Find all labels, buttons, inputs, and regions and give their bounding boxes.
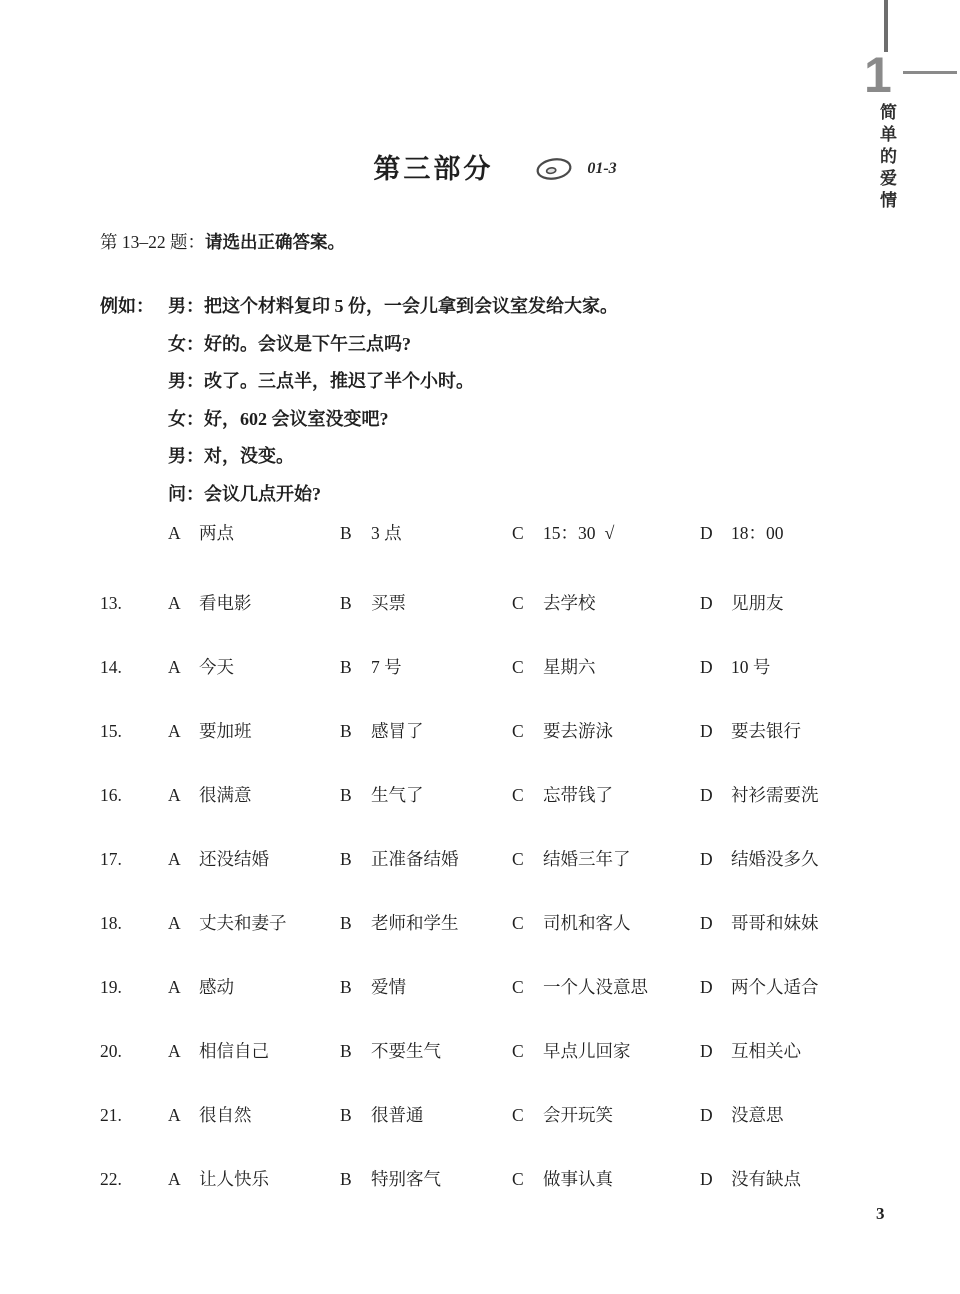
option-text: 感冒了	[371, 721, 424, 741]
correct-checkmark	[819, 977, 828, 997]
option-text: 很满意	[199, 785, 252, 805]
answer-option	[700, 521, 832, 545]
option-text: 买票	[371, 593, 406, 613]
answer-option	[512, 1103, 700, 1127]
correct-checkmark	[424, 1105, 433, 1125]
option-letter: D	[700, 785, 713, 805]
dialogue-line	[100, 326, 832, 364]
example-label: 例如：	[100, 296, 154, 316]
option-letter: D	[700, 1169, 713, 1189]
option-letter: C	[512, 977, 524, 997]
question-number: 20.	[100, 1041, 122, 1061]
correct-checkmark	[269, 1169, 278, 1189]
answer-option	[512, 1167, 700, 1191]
option-text: 要加班	[199, 721, 252, 741]
answer-option	[340, 521, 512, 545]
dialogue-line	[100, 438, 832, 476]
option-text: 10 号	[731, 657, 771, 677]
option-letter: A	[168, 1105, 181, 1125]
answer-option	[168, 847, 340, 871]
option-letter: A	[168, 849, 181, 869]
option-letter: B	[340, 657, 352, 677]
option-letter: B	[340, 721, 352, 741]
correct-checkmark	[234, 657, 243, 677]
option-letter: D	[700, 1041, 713, 1061]
option-text: 特别客气	[371, 1169, 441, 1189]
option-text: 今天	[199, 657, 234, 677]
correct-checkmark	[402, 657, 411, 677]
answer-option	[700, 847, 832, 871]
correct-checkmark	[269, 1041, 278, 1061]
answer-option	[512, 719, 700, 743]
option-letter: B	[340, 1169, 352, 1189]
option-text: 还没结婚	[199, 849, 269, 869]
answer-option	[700, 719, 832, 743]
answer-option	[700, 591, 832, 615]
chapter-top-rule	[884, 0, 888, 52]
answer-option	[168, 719, 340, 743]
answer-option	[700, 1167, 832, 1191]
option-text: 老师和学生	[371, 913, 459, 933]
chapter-number: 1	[864, 47, 892, 103]
option-letter: A	[168, 593, 181, 613]
correct-checkmark	[784, 1105, 793, 1125]
option-letter: C	[512, 913, 524, 933]
answer-option	[340, 783, 512, 807]
option-letter: C	[512, 657, 524, 677]
correct-checkmark	[784, 523, 793, 543]
dialogue-line-text: 男：把这个材料复印 5 份，一会儿拿到会议室发给大家。	[168, 296, 618, 316]
option-letter: C	[512, 1105, 524, 1125]
option-text: 让人快乐	[199, 1169, 269, 1189]
option-letter: B	[340, 977, 352, 997]
answer-option	[168, 1103, 340, 1127]
answer-option	[340, 591, 512, 615]
option-text: 去学校	[543, 593, 596, 613]
correct-checkmark	[459, 913, 468, 933]
correct-checkmark	[613, 1169, 622, 1189]
correct-checkmark	[424, 785, 433, 805]
correct-checkmark	[424, 721, 433, 741]
question-number: 13.	[100, 593, 122, 613]
answer-option	[512, 521, 700, 545]
option-letter: A	[168, 657, 181, 677]
answer-option	[512, 783, 700, 807]
chapter-side-rule	[903, 71, 957, 74]
correct-checkmark	[402, 523, 411, 543]
correct-checkmark	[287, 913, 296, 933]
correct-checkmark	[252, 593, 261, 613]
option-letter: D	[700, 849, 713, 869]
option-letter: A	[168, 977, 181, 997]
dialogue-line	[100, 476, 832, 514]
question-number: 22.	[100, 1169, 122, 1189]
answer-option	[340, 719, 512, 743]
question-row	[100, 911, 832, 935]
question-row	[100, 975, 832, 999]
correct-checkmark	[801, 1041, 810, 1061]
question-row	[100, 847, 832, 871]
option-letter: D	[700, 523, 713, 543]
correct-checkmark	[406, 977, 415, 997]
dialogue-line-text: 女：好，602 会议室没变吧?	[168, 408, 389, 429]
answer-option	[340, 847, 512, 871]
dialogue-line	[100, 401, 832, 439]
option-text: 很普通	[371, 1105, 424, 1125]
option-letter: B	[340, 913, 352, 933]
answer-option	[512, 911, 700, 935]
chapter-title: 简单的爱情	[877, 103, 896, 213]
option-letter: C	[512, 785, 524, 805]
option-text: 爱情	[371, 977, 406, 997]
option-letter: C	[512, 1041, 524, 1061]
answer-option	[512, 591, 700, 615]
section-title-row	[100, 152, 832, 186]
option-text: 相信自己	[199, 1041, 269, 1061]
option-letter: D	[700, 977, 713, 997]
answer-option	[340, 911, 512, 935]
option-text: 7 号	[371, 657, 402, 677]
correct-checkmark	[459, 849, 468, 869]
answer-option	[168, 911, 340, 935]
answer-option	[168, 1167, 340, 1191]
correct-checkmark	[252, 721, 261, 741]
correct-checkmark	[648, 977, 657, 997]
option-letter: A	[168, 523, 181, 543]
option-text: 看电影	[199, 593, 252, 613]
option-text: 司机和客人	[543, 913, 631, 933]
option-letter: B	[340, 849, 352, 869]
example-block	[100, 288, 832, 545]
question-number: 15.	[100, 721, 122, 741]
correct-checkmark: √	[604, 523, 615, 543]
option-letter: B	[340, 1105, 352, 1125]
option-letter: A	[168, 721, 181, 741]
correct-checkmark	[234, 977, 243, 997]
correct-checkmark	[252, 1105, 261, 1125]
option-letter: C	[512, 849, 524, 869]
option-letter: B	[340, 1041, 352, 1061]
correct-checkmark	[596, 593, 605, 613]
question-number: 16.	[100, 785, 122, 805]
question-row	[100, 591, 832, 615]
option-letter: A	[168, 1169, 181, 1189]
option-letter: D	[700, 657, 713, 677]
example-options-row	[100, 521, 832, 545]
cd-disc-icon	[534, 156, 574, 183]
answer-option	[340, 975, 512, 999]
option-text: 要去银行	[731, 721, 801, 741]
question-number: 19.	[100, 977, 122, 997]
option-text: 要去游泳	[543, 721, 613, 741]
option-text: 15：30	[543, 523, 596, 543]
answer-option	[168, 655, 340, 679]
correct-checkmark	[269, 849, 278, 869]
question-number: 17.	[100, 849, 122, 869]
correct-checkmark	[631, 849, 640, 869]
answer-option	[340, 1103, 512, 1127]
correct-checkmark	[441, 1041, 450, 1061]
correct-checkmark	[770, 657, 779, 677]
option-text: 星期六	[543, 657, 596, 677]
option-text: 丈夫和妻子	[199, 913, 287, 933]
option-letter: C	[512, 593, 524, 613]
page-content	[100, 0, 832, 1231]
correct-checkmark	[234, 523, 243, 543]
answer-option	[512, 847, 700, 871]
question-row	[100, 1167, 832, 1191]
option-text: 没有缺点	[731, 1169, 801, 1189]
option-letter: A	[168, 785, 181, 805]
dialogue-line-text: 女：好的。会议是下午三点吗?	[168, 333, 411, 354]
question-row	[100, 783, 832, 807]
correct-checkmark	[819, 849, 828, 869]
dialogue-line	[100, 363, 832, 401]
answer-option	[340, 1039, 512, 1063]
correct-checkmark	[784, 593, 793, 613]
correct-checkmark	[613, 785, 622, 805]
option-text: 正准备结婚	[371, 849, 459, 869]
answer-option	[700, 1103, 832, 1127]
correct-checkmark	[819, 785, 828, 805]
correct-checkmark	[406, 593, 415, 613]
correct-checkmark	[819, 913, 828, 933]
option-text: 没意思	[731, 1105, 784, 1125]
question-row	[100, 719, 832, 743]
question-row	[100, 655, 832, 679]
option-letter: A	[168, 913, 181, 933]
option-letter: C	[512, 1169, 524, 1189]
option-letter: D	[700, 913, 713, 933]
answer-option	[168, 1039, 340, 1063]
correct-checkmark	[252, 785, 261, 805]
option-letter: D	[700, 721, 713, 741]
option-text: 一个人没意思	[543, 977, 648, 997]
dialogue-line-text: 男：对，没变。	[168, 446, 294, 466]
option-text: 互相关心	[731, 1041, 801, 1061]
correct-checkmark	[631, 1041, 640, 1061]
page-number: 3	[876, 1204, 885, 1223]
option-text: 两个人适合	[731, 977, 819, 997]
question-row	[100, 1103, 832, 1127]
answer-option	[700, 655, 832, 679]
question-number: 14.	[100, 657, 122, 677]
correct-checkmark	[613, 1105, 622, 1125]
option-text: 见朋友	[731, 593, 784, 613]
option-letter: A	[168, 1041, 181, 1061]
option-text: 会开玩笑	[543, 1105, 613, 1125]
option-text: 哥哥和妹妹	[731, 913, 819, 933]
answer-option	[168, 591, 340, 615]
option-text: 早点儿回家	[543, 1041, 631, 1061]
answer-option	[700, 975, 832, 999]
option-text: 很自然	[199, 1105, 252, 1125]
answer-option	[168, 521, 340, 545]
option-text: 感动	[199, 977, 234, 997]
instructions-text: 请选出正确答案。	[205, 232, 345, 252]
answer-option	[700, 783, 832, 807]
question-number: 21.	[100, 1105, 122, 1125]
dialogue-line-text: 男：改了。三点半，推迟了半个小时。	[168, 371, 474, 391]
option-text: 18：00	[731, 523, 784, 543]
answer-option	[168, 783, 340, 807]
answer-option	[168, 975, 340, 999]
correct-checkmark	[801, 1169, 810, 1189]
option-letter: C	[512, 523, 524, 543]
audio-track-label: 01-3	[587, 160, 617, 177]
option-text: 3 点	[371, 523, 402, 543]
example-dialogue-extra	[100, 326, 832, 514]
section-title: 第三部分	[373, 153, 494, 184]
instructions-range: 第 13–22 题：	[100, 232, 205, 252]
answer-option	[700, 1039, 832, 1063]
option-letter: B	[340, 593, 352, 613]
answer-option	[512, 655, 700, 679]
instructions-line	[100, 230, 832, 254]
answer-option	[512, 1039, 700, 1063]
correct-checkmark	[801, 721, 810, 741]
question-row	[100, 1039, 832, 1063]
correct-checkmark	[613, 721, 622, 741]
option-text: 衬衫需要洗	[731, 785, 819, 805]
answer-option	[340, 1167, 512, 1191]
answer-option	[340, 655, 512, 679]
correct-checkmark	[596, 657, 605, 677]
option-letter: C	[512, 721, 524, 741]
option-letter: B	[340, 785, 352, 805]
option-letter: B	[340, 523, 352, 543]
question-number: 18.	[100, 913, 122, 933]
answer-option	[700, 911, 832, 935]
option-text: 不要生气	[371, 1041, 441, 1061]
correct-checkmark	[631, 913, 640, 933]
example-first-line	[100, 288, 832, 326]
option-letter: D	[700, 593, 713, 613]
option-text: 两点	[199, 523, 234, 543]
correct-checkmark	[441, 1169, 450, 1189]
option-text: 结婚没多久	[731, 849, 819, 869]
option-letter: D	[700, 1105, 713, 1125]
option-text: 生气了	[371, 785, 424, 805]
option-text: 忘带钱了	[543, 785, 613, 805]
option-text: 结婚三年了	[543, 849, 631, 869]
option-text: 做事认真	[543, 1169, 613, 1189]
dialogue-line-text: 问：会议几点开始?	[168, 483, 321, 504]
questions	[100, 591, 832, 1191]
answer-option	[512, 975, 700, 999]
